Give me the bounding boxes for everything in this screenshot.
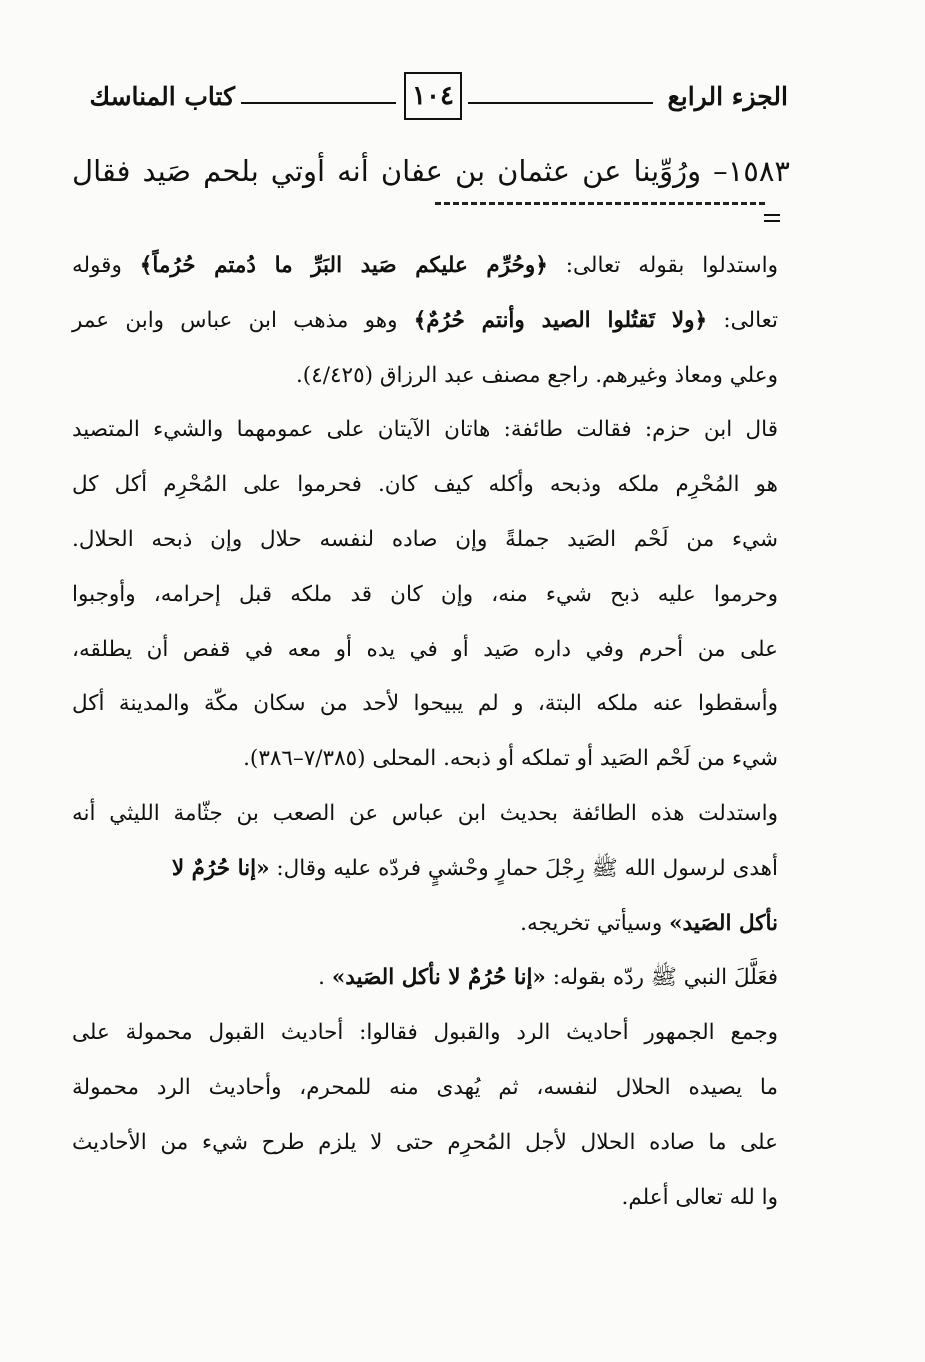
text-segment: هو المُحْرِم ملكه وذبحه وأكله كيف كان. فحرموا على المُحْرِم أكل كل [72, 472, 778, 498]
text-segment: على من أحرم وفي داره صَيد أو في يده أو معه في قفص أن يطلقه، [72, 636, 778, 662]
commentary-line [72, 951, 778, 1006]
commentary-line [72, 1171, 778, 1226]
commentary-line [72, 349, 778, 404]
commentary-line [72, 513, 778, 568]
quoted-text: نأكل الصَيد» [669, 910, 778, 936]
commentary-line [72, 1006, 778, 1061]
volume-title: الجزء الرابع [667, 82, 788, 111]
commentary-body [72, 239, 778, 1225]
text-segment: واستدلوا بقوله تعالى: [547, 253, 778, 278]
text-segment: وحرموا عليه ذبح شيء منه، وإن كان قد ملكه قبل إحرامه، وأوجبوا [72, 581, 778, 607]
header-rule-right [468, 102, 653, 104]
book-title: كتاب المناسك [89, 82, 235, 111]
text-segment: على ما صاده الحلال لأجل المُحرِم حتى لا يلزم طرح شيء من الأحاديث [72, 1129, 778, 1155]
text-segment: ما يصيده الحلال لنفسه، ثم يُهدى منه للمحرم، وأحاديث الرد محمولة [72, 1074, 778, 1100]
header-rule-left [241, 102, 396, 104]
text-segment: وا لله تعالى أعلم. [621, 1184, 778, 1210]
commentary-line [72, 732, 778, 787]
text-segment: تعالى: [707, 307, 778, 333]
footnote-separator [435, 202, 765, 205]
commentary-line [72, 403, 778, 458]
text-segment: شيء من لَحْم الصَيد جملةً وإن صاده لنفسه حلال وإن ذبحه الحلال. [72, 526, 778, 552]
quoted-text: «إنا حُرُمٌ لا نأكل الصَيد» [331, 965, 546, 991]
quoted-text: ﴿وحُرِّم عليكم صَيد البَرِّ ما دُمتم حُرُماً﴾ [139, 253, 548, 278]
text-segment: وجمع الجمهور أحاديث الرد والقبول فقالوا: أحاديث القبول محمولة على [72, 1020, 778, 1046]
quoted-text: ﴿ولا تَقتُلوا الصيد وأنتم حُرُمٌ﴾ [413, 307, 708, 333]
text-segment: قال ابن حزم: فقالت طائفة: هاتان الآيتان على عمومهما والشيء المتصيد [72, 417, 778, 443]
running-header [72, 72, 788, 128]
text-segment: وهو مذهب ابن عباس وابن عمر [72, 307, 414, 333]
commentary-line [72, 897, 778, 952]
text-segment: وأسقطوا عنه ملكه البتة، و لم يبيحوا لأحد من سكان مكّة والمدينة أكل [72, 691, 778, 717]
text-segment: وعلي ومعاذ وغيرهم. راجع مصنف عبد الرزاق (٤/٤٢٥). [295, 362, 778, 388]
page-number: ١٠٤ [404, 72, 462, 120]
text-segment: . [318, 965, 332, 991]
text-segment: أهدى لرسول الله ﷺ رِجْلَ حمارٍ وحْشيٍ فردّه عليه وقال: [269, 855, 778, 881]
commentary-line [72, 1116, 778, 1171]
footnote-marker [764, 212, 780, 224]
quoted-text: «إنا حُرُمٌ لا [171, 855, 270, 881]
commentary-line [72, 458, 778, 513]
text-segment: وسيأتي تخريجه. [520, 910, 670, 936]
text-segment: واستدلت هذه الطائفة بحديث ابن عباس عن الصعب بن جثّامة الليثي أنه [72, 800, 778, 826]
commentary-line [72, 842, 778, 897]
commentary-line [72, 294, 778, 349]
commentary-line [72, 787, 778, 842]
commentary-line [72, 1061, 778, 1116]
commentary-line [72, 239, 778, 294]
text-segment: فعَلَّلَ النبي ﷺ ردّه بقوله: [545, 965, 778, 991]
commentary-line [72, 623, 778, 678]
hadith-text: ١٥٨٣– ورُوِّينا عن عثمان بن عفان أنه أوتي بلحم صَيد فقال [72, 154, 790, 188]
text-segment: شيء من لَحْم الصَيد أو تملكه أو ذبحه. المحلى (٧/٣٨٥–٣٨٦). [243, 746, 778, 772]
commentary-line [72, 568, 778, 623]
commentary-line [72, 677, 778, 732]
text-segment: وقوله [72, 253, 140, 278]
